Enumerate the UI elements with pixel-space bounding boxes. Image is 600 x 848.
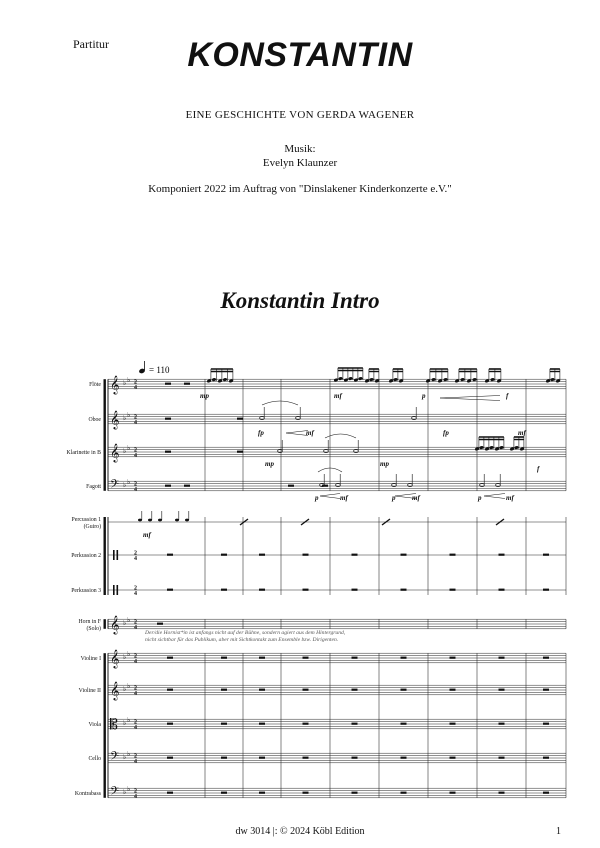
time-signature-top: 2 bbox=[134, 685, 137, 692]
horn-performance-note: Der/die Hornist*in ist anfangs nicht auf der Bühne, sondern agiert aus dem Hintergrund, nicht sichtbar für das Publikum, aber mit Sichtkontakt zum Ensemble bzw. Dirigenten. bbox=[145, 630, 346, 643]
time-signature-bottom: 4 bbox=[134, 691, 137, 697]
flat-icon: ♭ bbox=[127, 478, 131, 486]
whole-rest-icon bbox=[450, 723, 456, 725]
tie-arc bbox=[262, 401, 298, 405]
whole-rest-icon bbox=[352, 723, 358, 725]
flat-icon: ♭ bbox=[127, 785, 131, 793]
treble-clef-icon: 𝄞 bbox=[110, 617, 120, 634]
time-signature-top: 2 bbox=[134, 719, 137, 726]
instrument-name: Flöte bbox=[89, 382, 101, 388]
dynamic-marking: p bbox=[392, 494, 396, 502]
note-head bbox=[223, 377, 228, 381]
whole-rest-icon bbox=[543, 589, 549, 591]
rest-icon bbox=[184, 485, 190, 487]
time-signature-top: 2 bbox=[134, 414, 137, 421]
whole-rest-icon bbox=[167, 657, 173, 659]
flat-icon: ♭ bbox=[123, 719, 127, 727]
dynamic-marking: f bbox=[506, 392, 509, 400]
footer-text: dw 3014 |: © 2024 Köbl Edition bbox=[235, 826, 365, 837]
instrument-name: Violine I bbox=[80, 656, 101, 662]
whole-rest-icon bbox=[303, 589, 309, 591]
whole-rest-icon bbox=[303, 689, 309, 691]
dynamic-marking: mf bbox=[506, 494, 514, 502]
whole-rest-icon bbox=[499, 792, 505, 794]
rest-icon bbox=[237, 418, 243, 420]
flat-icon: ♭ bbox=[127, 650, 131, 658]
instrument-name: Oboe bbox=[88, 417, 101, 423]
time-signature-top: 2 bbox=[134, 653, 137, 660]
note-head bbox=[489, 445, 494, 449]
note-head bbox=[393, 377, 398, 381]
treble-clef-icon: 𝄞 bbox=[110, 683, 120, 700]
rest-icon bbox=[184, 383, 190, 385]
whole-rest-icon bbox=[221, 689, 227, 691]
flat-icon: ♭ bbox=[127, 716, 131, 724]
dynamic-marking: mf bbox=[334, 392, 342, 400]
flat-icon: ♭ bbox=[123, 414, 127, 422]
note-head bbox=[185, 519, 189, 522]
note-head bbox=[338, 376, 343, 380]
page-number: 1 bbox=[556, 826, 561, 837]
whole-rest-icon bbox=[499, 689, 505, 691]
whole-rest-icon bbox=[401, 689, 407, 691]
note-head bbox=[175, 519, 179, 522]
note-head bbox=[148, 519, 152, 522]
time-signature-top: 2 bbox=[134, 753, 137, 760]
note-head bbox=[358, 376, 363, 380]
whole-rest-icon bbox=[450, 792, 456, 794]
dynamic-marking: p bbox=[422, 392, 426, 400]
whole-rest-icon bbox=[259, 689, 265, 691]
whole-rest-icon bbox=[499, 657, 505, 659]
time-signature-bottom: 4 bbox=[134, 794, 137, 800]
time-signature-bottom: 4 bbox=[134, 759, 137, 765]
time-signature-bottom: 4 bbox=[134, 625, 137, 631]
group-bracket bbox=[104, 653, 106, 798]
instrument-name-sub: (Solo) bbox=[86, 626, 101, 632]
instrument-names bbox=[67, 382, 102, 797]
whole-rest-icon bbox=[167, 589, 173, 591]
bass-clef-icon: 𝄢 bbox=[110, 751, 120, 766]
instrument-name: Horn in F bbox=[78, 619, 101, 625]
dynamic-marking: fp bbox=[258, 429, 264, 437]
tie-arc bbox=[325, 434, 356, 438]
whole-rest-icon bbox=[401, 554, 407, 556]
staves bbox=[108, 379, 566, 798]
commission-note: Komponiert 2022 im Auftrag von "Dinslakener Kinderkonzerte e.V." bbox=[148, 183, 452, 195]
note-head bbox=[550, 377, 555, 381]
dynamic-marking: mf bbox=[306, 429, 314, 437]
note-head bbox=[490, 377, 495, 381]
rest-icon bbox=[157, 623, 163, 625]
whole-rest-icon bbox=[543, 554, 549, 556]
flat-icon: ♭ bbox=[123, 653, 127, 661]
note-head bbox=[431, 377, 436, 381]
time-signature-bottom: 4 bbox=[134, 556, 137, 562]
barlines bbox=[104, 379, 567, 798]
whole-rest-icon bbox=[221, 723, 227, 725]
treble-clef-icon: 𝄞 bbox=[110, 377, 120, 394]
dynamic-marking: mp bbox=[265, 460, 274, 468]
instrument-name: Fagott bbox=[86, 484, 101, 490]
instrument-name: Kontrabass bbox=[74, 791, 101, 797]
whole-rest-icon bbox=[303, 757, 309, 759]
time-signature-bottom: 4 bbox=[134, 385, 137, 391]
whole-rest-icon bbox=[543, 657, 549, 659]
rest-icon bbox=[288, 485, 294, 487]
whole-rest-icon bbox=[543, 689, 549, 691]
note-head bbox=[443, 377, 448, 381]
note-head bbox=[479, 445, 484, 449]
whole-rest-icon bbox=[543, 757, 549, 759]
group-bracket bbox=[104, 619, 106, 629]
whole-rest-icon bbox=[401, 657, 407, 659]
instrument-name: Perkussion 2 bbox=[71, 553, 101, 559]
note-head bbox=[138, 519, 142, 522]
whole-rest-icon bbox=[221, 589, 227, 591]
whole-rest-icon bbox=[303, 792, 309, 794]
dynamic-marking: mp bbox=[200, 392, 209, 400]
bass-clef-icon: 𝄢 bbox=[110, 786, 120, 801]
rest-icon bbox=[165, 451, 171, 453]
note-head bbox=[460, 377, 465, 381]
note-head bbox=[499, 445, 504, 449]
time-signature-top: 2 bbox=[134, 447, 137, 454]
treble-clef-icon: 𝄞 bbox=[110, 445, 120, 462]
whole-rest-icon bbox=[221, 792, 227, 794]
subtitle: EINE GESCHICHTE VON GERDA WAGENER bbox=[185, 109, 415, 121]
percussion-clef-bar bbox=[113, 585, 115, 595]
dynamic-marking: mf bbox=[143, 531, 151, 539]
whole-rest-icon bbox=[450, 757, 456, 759]
time-signature-bottom: 4 bbox=[134, 591, 137, 597]
instrument-name: Viola bbox=[88, 722, 101, 728]
whole-rest-icon bbox=[221, 657, 227, 659]
music-label: Musik: bbox=[284, 143, 316, 155]
crescendo-hairpin bbox=[320, 494, 340, 499]
alto-clef-icon: 𝄡 bbox=[110, 718, 118, 733]
time-signature-bottom: 4 bbox=[134, 725, 137, 731]
whole-rest-icon bbox=[352, 554, 358, 556]
rest-icon bbox=[165, 383, 171, 385]
whole-rest-icon bbox=[401, 723, 407, 725]
instrument-name: Cello bbox=[88, 756, 101, 762]
treble-clef-icon: 𝄞 bbox=[110, 651, 120, 668]
flat-icon: ♭ bbox=[123, 788, 127, 796]
time-signature-top: 2 bbox=[134, 481, 137, 488]
group-bracket bbox=[104, 379, 106, 491]
whole-rest-icon bbox=[499, 589, 505, 591]
whole-rest-icon bbox=[352, 792, 358, 794]
whole-rest-icon bbox=[259, 589, 265, 591]
whole-rest-icon bbox=[499, 723, 505, 725]
whole-rest-icon bbox=[352, 757, 358, 759]
dynamic-marking: mp bbox=[380, 460, 389, 468]
whole-rest-icon bbox=[259, 792, 265, 794]
crescendo-hairpin bbox=[440, 396, 500, 401]
flat-icon: ♭ bbox=[127, 376, 131, 384]
whole-rest-icon bbox=[499, 757, 505, 759]
time-signature-bottom: 4 bbox=[134, 659, 137, 665]
percussion-clef-bar bbox=[117, 550, 119, 560]
flat-icon: ♭ bbox=[123, 619, 127, 627]
whole-rest-icon bbox=[259, 554, 265, 556]
group-bracket bbox=[104, 517, 106, 595]
whole-rest-icon bbox=[450, 689, 456, 691]
rest-icon bbox=[165, 485, 171, 487]
whole-rest-icon bbox=[167, 554, 173, 556]
flat-icon: ♭ bbox=[123, 753, 127, 761]
crescendo-hairpin bbox=[484, 494, 505, 499]
rest-icon bbox=[237, 451, 243, 453]
whole-rest-icon bbox=[543, 723, 549, 725]
whole-rest-icon bbox=[167, 792, 173, 794]
whole-rest-icon bbox=[167, 689, 173, 691]
note-head bbox=[212, 377, 217, 381]
whole-rest-icon bbox=[401, 589, 407, 591]
time-signature-bottom: 4 bbox=[134, 487, 137, 493]
time-signature-bottom: 4 bbox=[134, 420, 137, 426]
whole-rest-icon bbox=[352, 589, 358, 591]
instrument-name: Percussion 1 bbox=[71, 517, 101, 523]
time-signature-top: 2 bbox=[134, 585, 137, 592]
flat-icon: ♭ bbox=[123, 481, 127, 489]
whole-rest-icon bbox=[543, 792, 549, 794]
time-signature-top: 2 bbox=[134, 550, 137, 557]
whole-rest-icon bbox=[450, 554, 456, 556]
whole-rest-icon bbox=[259, 657, 265, 659]
dynamic-marking: mf bbox=[340, 494, 348, 502]
whole-rest-icon bbox=[303, 554, 309, 556]
partitur-label: Partitur bbox=[73, 37, 109, 51]
whole-rest-icon bbox=[401, 792, 407, 794]
whole-rest-icon bbox=[401, 757, 407, 759]
flat-icon: ♭ bbox=[127, 616, 131, 624]
dynamic-marking: p bbox=[478, 494, 482, 502]
whole-rest-icon bbox=[221, 757, 227, 759]
note-head bbox=[369, 377, 374, 381]
whole-rest-icon bbox=[167, 757, 173, 759]
note-head bbox=[348, 376, 353, 380]
instrument-name: Perkussion 3 bbox=[71, 588, 101, 594]
dynamic-marking: fp bbox=[443, 429, 449, 437]
tempo-mark bbox=[138, 361, 170, 375]
whole-rest-icon bbox=[450, 589, 456, 591]
time-signature-top: 2 bbox=[134, 379, 137, 386]
main-title: KONSTANTIN bbox=[187, 36, 413, 74]
composer-name: Evelyn Klaunzer bbox=[262, 157, 338, 169]
piece-title: Konstantin Intro bbox=[220, 288, 380, 313]
dynamic-marking: p bbox=[315, 494, 319, 502]
dynamic-marking: f bbox=[537, 465, 540, 473]
whole-rest-icon bbox=[259, 757, 265, 759]
crescendo-hairpin bbox=[286, 431, 308, 436]
instrument-name: Violine II bbox=[78, 688, 101, 694]
time-signature-top: 2 bbox=[134, 788, 137, 795]
flat-icon: ♭ bbox=[127, 411, 131, 419]
rest-icon bbox=[165, 418, 171, 420]
bass-clef-icon: 𝄢 bbox=[110, 479, 120, 494]
whole-rest-icon bbox=[221, 554, 227, 556]
time-signature-bottom: 4 bbox=[134, 453, 137, 459]
percussion-clef-bar bbox=[113, 550, 115, 560]
whole-rest-icon bbox=[259, 723, 265, 725]
flat-icon: ♭ bbox=[123, 685, 127, 693]
whole-rest-icon bbox=[303, 723, 309, 725]
flat-icon: ♭ bbox=[123, 379, 127, 387]
dynamic-marking: mf bbox=[518, 429, 526, 437]
instrument-name-sub: (Guiro) bbox=[83, 524, 101, 530]
dynamic-marking: mf bbox=[412, 494, 420, 502]
note-head bbox=[514, 445, 519, 449]
note-head bbox=[158, 519, 162, 522]
whole-rest-icon bbox=[450, 657, 456, 659]
note-head bbox=[472, 377, 477, 381]
whole-rest-icon bbox=[352, 657, 358, 659]
flat-icon: ♭ bbox=[123, 447, 127, 455]
whole-rest-icon bbox=[303, 657, 309, 659]
time-signature-top: 2 bbox=[134, 619, 137, 626]
whole-rest-icon bbox=[352, 689, 358, 691]
instrument-name: Klarinette in B bbox=[66, 450, 101, 456]
flat-icon: ♭ bbox=[127, 750, 131, 758]
flat-icon: ♭ bbox=[127, 682, 131, 690]
whole-rest-icon bbox=[499, 554, 505, 556]
percussion-clef-bar bbox=[117, 585, 119, 595]
tempo-text: = 110 bbox=[149, 365, 170, 375]
treble-clef-icon: 𝄞 bbox=[110, 412, 120, 429]
whole-rest-icon bbox=[167, 723, 173, 725]
notation bbox=[110, 368, 560, 801]
flat-icon: ♭ bbox=[127, 444, 131, 452]
